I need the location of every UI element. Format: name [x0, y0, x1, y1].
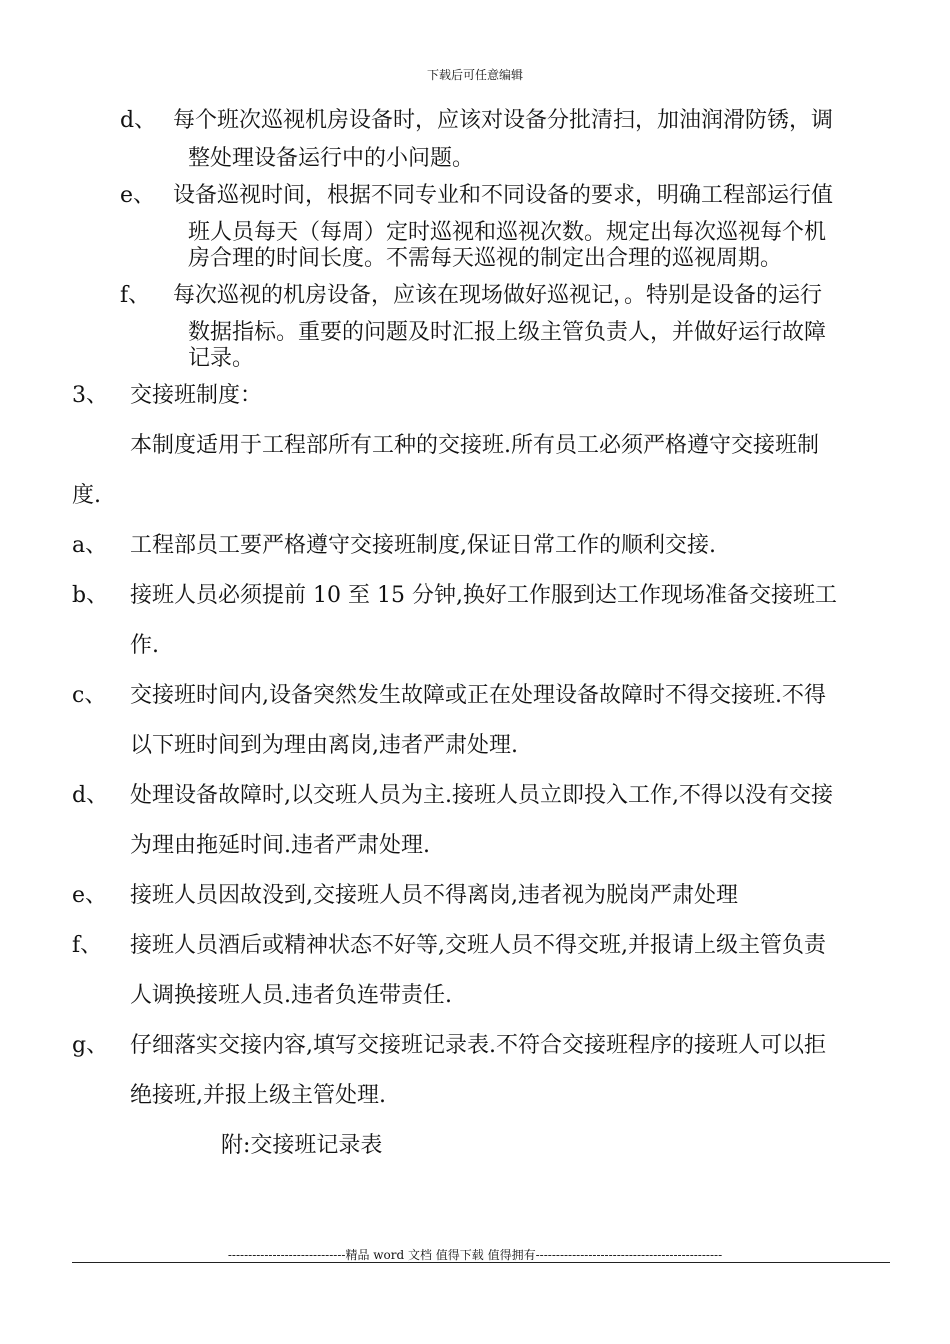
list-marker: d、	[120, 108, 157, 133]
list-line: 房合理的时间长度。不需每天巡视的制定出合理的巡视周期。	[188, 246, 783, 271]
list-line: 设备巡视时间，根据不同专业和不同设备的要求，明确工程部运行值	[173, 183, 834, 208]
list-line: 数据指标。重要的问题及时汇报上级主管负责人，并做好运行故障	[188, 320, 827, 345]
list-line: 记录。	[188, 346, 255, 371]
list-marker: f、	[72, 933, 103, 958]
list-line: 班人员每天（每周）定时巡视和巡视次数。规定出每次巡视每个机	[188, 220, 827, 245]
list-marker: e、	[120, 183, 156, 208]
list-marker: a、	[72, 533, 108, 558]
list-line: 作.	[130, 633, 159, 658]
list-line: 绝接班,并报上级主管处理.	[130, 1083, 386, 1108]
list-marker: c、	[72, 683, 107, 708]
list-line: 交接班时间内,设备突然发生故障或正在处理设备故障时不得交接班.不得	[130, 683, 826, 708]
list-line: 每个班次巡视机房设备时，应该对设备分批清扫，加油润滑防锈，调	[173, 108, 834, 133]
list-line: 每次巡视的机房设备，应该在现场做好巡视记，。特别是设备的运行	[173, 283, 823, 308]
list-line: 接班人员因故没到,交接班人员不得离岗,违者视为脱岗严肃处理	[130, 883, 738, 908]
section-number: 3、	[72, 383, 108, 408]
list-marker: d、	[72, 783, 109, 808]
list-line: 整处理设备运行中的小问题。	[188, 146, 475, 171]
list-line: 为理由拖延时间.违者严肃处理.	[130, 833, 430, 858]
list-marker: g、	[72, 1033, 109, 1058]
section-title: 交接班制度：	[130, 383, 263, 408]
list-marker: b、	[72, 583, 109, 608]
intro-line: 本制度适用于工程部所有工种的交接班.所有员工必须严格遵守交接班制	[130, 433, 819, 458]
list-line: 处理设备故障时,以交班人员为主.接班人员立即投入工作,不得以没有交接	[130, 783, 833, 808]
list-line: 接班人员酒后或精神状态不好等,交班人员不得交班,并报请上级主管负责	[130, 933, 826, 958]
list-line: 以下班时间到为理由离岗,违者严肃处理.	[130, 733, 518, 758]
list-line: 人调换接班人员.违者负连带责任.	[130, 983, 452, 1008]
list-line: 仔细落实交接内容,填写交接班记录表.不符合交接班程序的接班人可以拒	[130, 1033, 826, 1058]
list-line: 接班人员必须提前 10 至 15 分钟,换好工作服到达工作现场准备交接班工	[130, 583, 837, 608]
intro-line: 度.	[72, 483, 101, 508]
attachment-note: 附:交接班记录表	[221, 1133, 383, 1158]
list-marker: e、	[72, 883, 108, 908]
list-line: 工程部员工要严格遵守交接班制度,保证日常工作的顺利交接.	[130, 533, 716, 558]
page-footer: -----------------------------精品 word 文档 值得下载 值得拥有----------------------------------------------	[227, 1248, 723, 1262]
list-marker: f、	[120, 283, 151, 308]
page-header: 下载后可任意编辑	[426, 68, 523, 82]
footer-rule	[72, 1262, 890, 1263]
